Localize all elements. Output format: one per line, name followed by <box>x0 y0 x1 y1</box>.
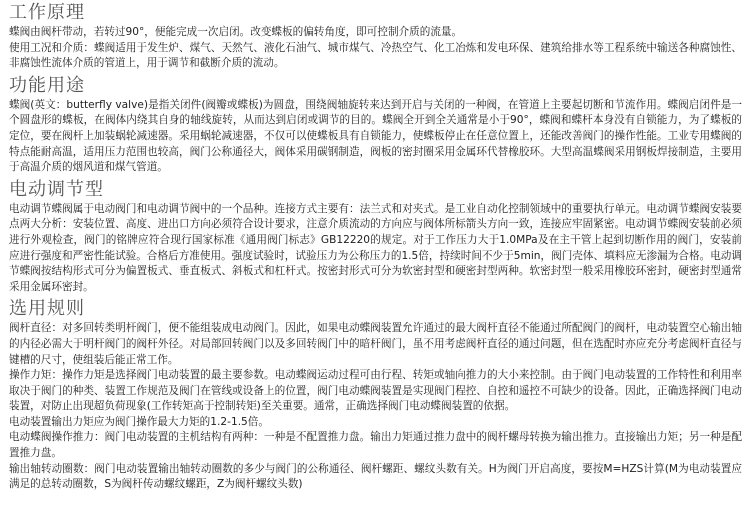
paragraph: 电动装置输出力矩应为阀门操作最大力矩的1.2-1.5倍。 <box>9 415 269 428</box>
paragraph: 蝶阀(英文：butterfly valve)是指关闭件(阀瓣或蝶板)为圆盘，围绕阀轴旋转来达到开启与关闭的一种阀，在管道上主要起切断和节流作用。蝶阀启闭件是一个圆盘形的蝶板，在阀体内绕其自身的轴线旋转，从而达到启闭或调节的目的。蝶阀全开到全关通常是小于90°，蝶阀和蝶杆本身没有自锁能力，为了蝶板的定位，要在阀杆上加装蜗轮减速器。采用蜗轮减速器，不仅可以使蝶板具有自锁能力，使蝶板停止在任意位置上，还能改善阀门的操作性能。工业专用蝶阀的特点能耐高温，适用压力范围也较高，阀门公称通径大，阀体采用碳钢制造，阀板的密封圈采用金属环代替橡胶环。大型高温蝶阀采用钢板焊接制造，主要用于高温介质的烟风道和煤气管道。 <box>9 98 742 174</box>
section-heading-function: 功能用途 <box>9 74 85 96</box>
paragraph: 使用工况和介质：蝶阀适用于发生炉、煤气、天然气、液化石油气、城市煤气、冷热空气、化工冶炼和发电环保、建筑给排水等工程系统中输送各种腐蚀性、非腐蚀性流体介质的管道上，用于调节和截断介质的流动。 <box>9 41 742 70</box>
section-heading-selection-rules: 选用规则 <box>9 298 85 320</box>
paragraph: 电动调节蝶阀属于电动阀门和电动调节阀中的一个品种。连接方式主要有：法兰式和对夹式。是工业自动化控制领域中的重要执行单元。电动调节蝶阀安装要点两大分析：安装位置、高度、进出口方向必须符合设计要求，注意介质流动的方向应与阀体所标箭头方向一致，连接应牢固紧密。电动调节蝶阀安装前必须进行外观检查，阀门的铭牌应符合现行国家标准《通用阀门标志》GB12220的规定。对于工作压力大于1.0MPa及在主干管上起到切断作用的阀门，安装前应进行强度和严密性能试验。合格后方准使用。强度试验时，试验压力为公称压力的1.5倍，持续时间不少于5min，阀门壳体、填料应无渗漏为合格。电动调节蝶阀按结构形式可分为偏置板式、垂直板式、斜板式和杠杆式。按密封形式可分为软密封型和硬密封型两种。软密封型一般采用橡胶环密封，硬密封型通常采用金属环密封。 <box>9 202 742 293</box>
paragraph: 电动蝶阀操作推力：阀门电动装置的主机结构有两种：一种是不配置推力盘。输出力矩通过推力盘中的阀杆螺母转换为输出推力。直接输出力矩；另一种是配置推力盘。 <box>9 431 742 460</box>
paragraph: 蝶阀由阀杆带动，若转过90°，便能完成一次启闭。改变蝶板的偏转角度，即可控制介质的流量。 <box>9 26 463 38</box>
section-heading-electric-regulating: 电动调节型 <box>9 178 104 200</box>
paragraph: 输出轴转动圈数：阀门电动装置输出轴转动圈数的多少与阀门的公称通径、阀杆螺距、螺纹头数有关。H为阀门开启高度，要按M=HZS计算(M为电动装置应满足的总转动圈数，S为阀杆传动螺纹螺距，Z为阀杆螺纹头数) <box>9 462 742 491</box>
paragraph: 阀杆直径：对多回转类明杆阀门，便不能组装成电动阀门。因此，如果电动蝶阀装置允许通过的最大阀杆直径不能通过所配阀门的阀杆，电动装置空心输出轴的内径必需大于明杆阀门的阀杆外径。对局部回转阀门以及多回转阀门中的暗杆阀门，虽不用考虑阀杆直径的通过问题，但在选配时亦应充分考虑阀杆直径与键槽的尺寸，使组装后能正常工作。 <box>9 322 742 366</box>
paragraph: 操作力矩：操作力矩是选择阀门电动装置的最主要参数。电动蝶阀运动过程可由行程、转矩或轴向推力的大小来控制。由于阀门电动装置的工作特性和利用率取决于阀门的种类、装置工作规范及阀门在管线或设备上的位置，阀门电动蝶阀装置是实现阀门程控、自控和遥控不可缺少的设备。因此，正确选择阀门电动装置，对防止出现超负荷现象(工作转矩高于控制转矩)至关重要。通常，正确选择阀门电动蝶阀装置的依据。 <box>9 369 742 413</box>
section-heading-working-principle: 工作原理 <box>9 2 85 23</box>
